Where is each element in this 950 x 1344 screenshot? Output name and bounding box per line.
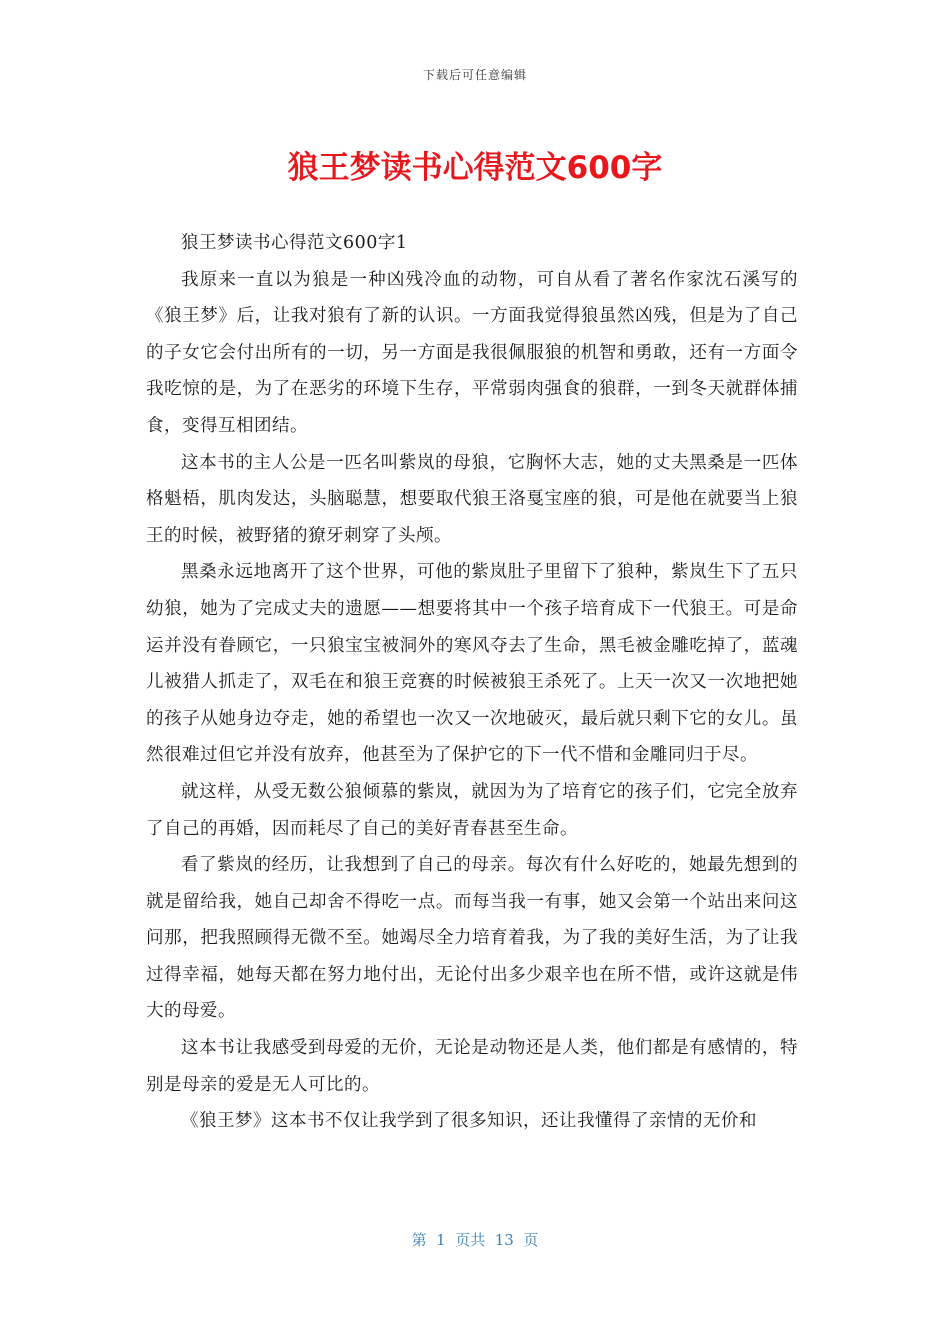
page-number-footer: 第 1 页共 13 页 [411,1231,539,1249]
header-note: 下载后可任意编辑 [422,68,527,82]
document-body [146,225,798,1140]
paragraph: 这本书的主人公是一匹名叫紫岚的母狼，它胸怀大志，她的丈夫黑桑是一匹体格魁梧，肌肉发达，头脑聪慧，想要取代狼王洛戛宝座的狼，可是他在就要当上狼王的时候，被野猪的獠牙刺穿了头颅。 [146,452,798,546]
paragraph: 这本书让我感受到母爱的无价，无论是动物还是人类，他们都是有感情的，特别是母亲的爱是无人可比的。 [146,1038,798,1095]
paragraph: 《狼王梦》这本书不仅让我学到了很多知识，还让我懂得了亲情的无价和 [181,1111,757,1132]
paragraph: 我原来一直以为狼是一种凶残冷血的动物，可自从看了著名作家沈石溪写的《狼王梦》后，让我对狼有了新的认识。一方面我觉得狼虽然凶残，但是为了自己的子女它会付出所有的一切，另一方面是我很佩服狼的机智和勇敢，还有一方面令我吃惊的是，为了在恶劣的环境下生存，平常弱肉强食的狼群，一到冬天就群体捕食，变得互相团结。 [146,269,798,436]
section-subtitle: 狼王梦读书心得范文600字1 [181,233,408,253]
paragraph: 黑桑永远地离开了这个世界，可他的紫岚肚子里留下了狼种，紫岚生下了五只幼狼，她为了完成丈夫的遗愿——想要将其中一个孩子培育成下一代狼王。可是命运并没有眷顾它，一只狼宝宝被洞外的寒风夺去了生命，黑毛被金雕吃掉了，蓝魂儿被猎人抓走了，双毛在和狼王竞赛的时候被狼王杀死了。上天一次又一次地把她的孩子从她身边夺走，她的希望也一次又一次地破灭，最后就只剩下它的女儿。虽然很难过但它并没有放弃，他甚至为了保护它的下一代不惜和金雕同归于尽。 [146,562,798,766]
paragraph: 看了紫岚的经历，让我想到了自己的母亲。每次有什么好吃的，她最先想到的就是留给我，她自己却舍不得吃一点。而每当我一有事，她又会第一个站出来问这问那，把我照顾得无微不至。她竭尽全力培育着我，为了我的美好生活，为了让我过得幸福，她每天都在努力地付出，无论付出多少艰辛也在所不惜，或许这就是伟大的母爱。 [146,855,798,1022]
paragraph: 就这样，从受无数公狼倾慕的紫岚，就因为为了培育它的孩子们，它完全放弃了自己的再婚，因而耗尽了自己的美好青春甚至生命。 [146,781,798,839]
document-title: 狼王梦读书心得范文600字 [287,150,663,186]
